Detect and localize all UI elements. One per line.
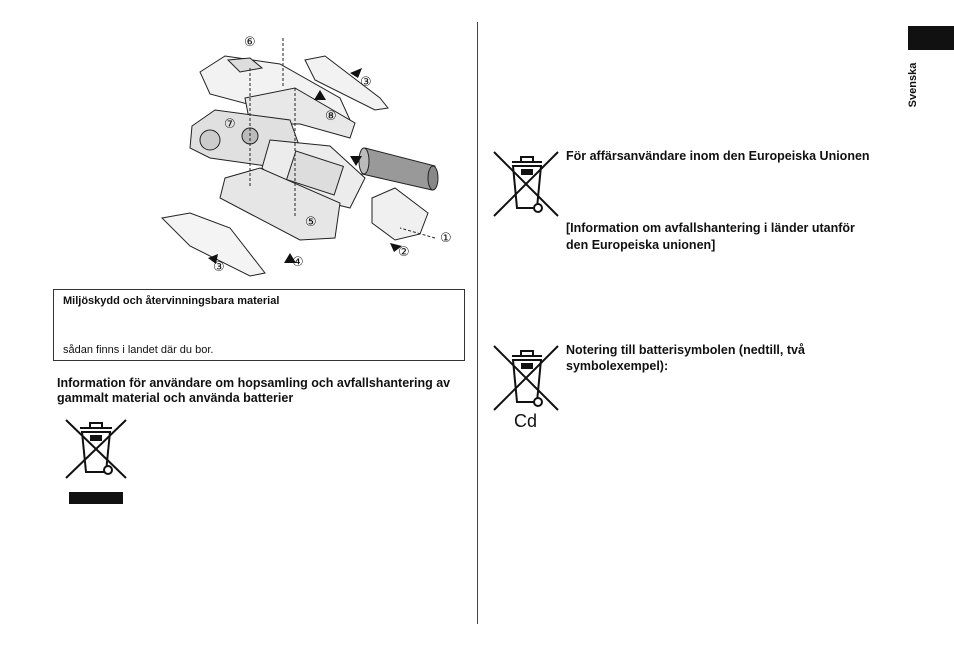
crossed-out-wheelie-bin-icon: [492, 150, 560, 218]
callout-8: ⑧: [325, 109, 337, 124]
battery-symbol-heading-line2: symbolexempel):: [566, 359, 669, 373]
callout-1: ①: [440, 231, 452, 246]
callout-3-bottom: ③: [213, 260, 225, 275]
black-bar: [69, 492, 123, 504]
cd-chemical-symbol: Cd: [514, 411, 538, 431]
language-label: Svenska: [907, 62, 919, 108]
eu-business-users-heading: För affärsanvändare inom den Europeiska Unionen: [566, 149, 870, 163]
callout-4: ④: [292, 255, 304, 270]
collection-info-heading: Information för användare om hopsamling och avfallshantering av gammalt material och använda batterier: [57, 376, 451, 405]
callout-6: ⑥: [244, 35, 256, 50]
disassembly-diagram: [150, 28, 460, 278]
callout-5: ⑤: [305, 215, 317, 230]
non-eu-heading-line1: [Information om avfallshantering i länder utanför: [566, 221, 855, 235]
crossed-out-wheelie-bin-icon: [64, 418, 128, 480]
battery-symbol-heading-line1: Notering till batterisymbolen (nedtill, två: [566, 343, 805, 357]
callout-7: ⑦: [224, 117, 236, 132]
crossed-out-wheelie-bin-icon: [492, 344, 560, 412]
non-eu-heading-line2: den Europeiska unionen]: [566, 238, 716, 252]
environment-box-text: sådan finns i landet där du bor.: [63, 344, 214, 356]
column-divider: [477, 22, 478, 624]
callout-2: ②: [398, 245, 410, 260]
language-tab: [908, 26, 954, 50]
environment-box-title: Miljöskydd och återvinningsbara material: [63, 295, 280, 307]
callout-3-top: ③: [360, 75, 372, 90]
